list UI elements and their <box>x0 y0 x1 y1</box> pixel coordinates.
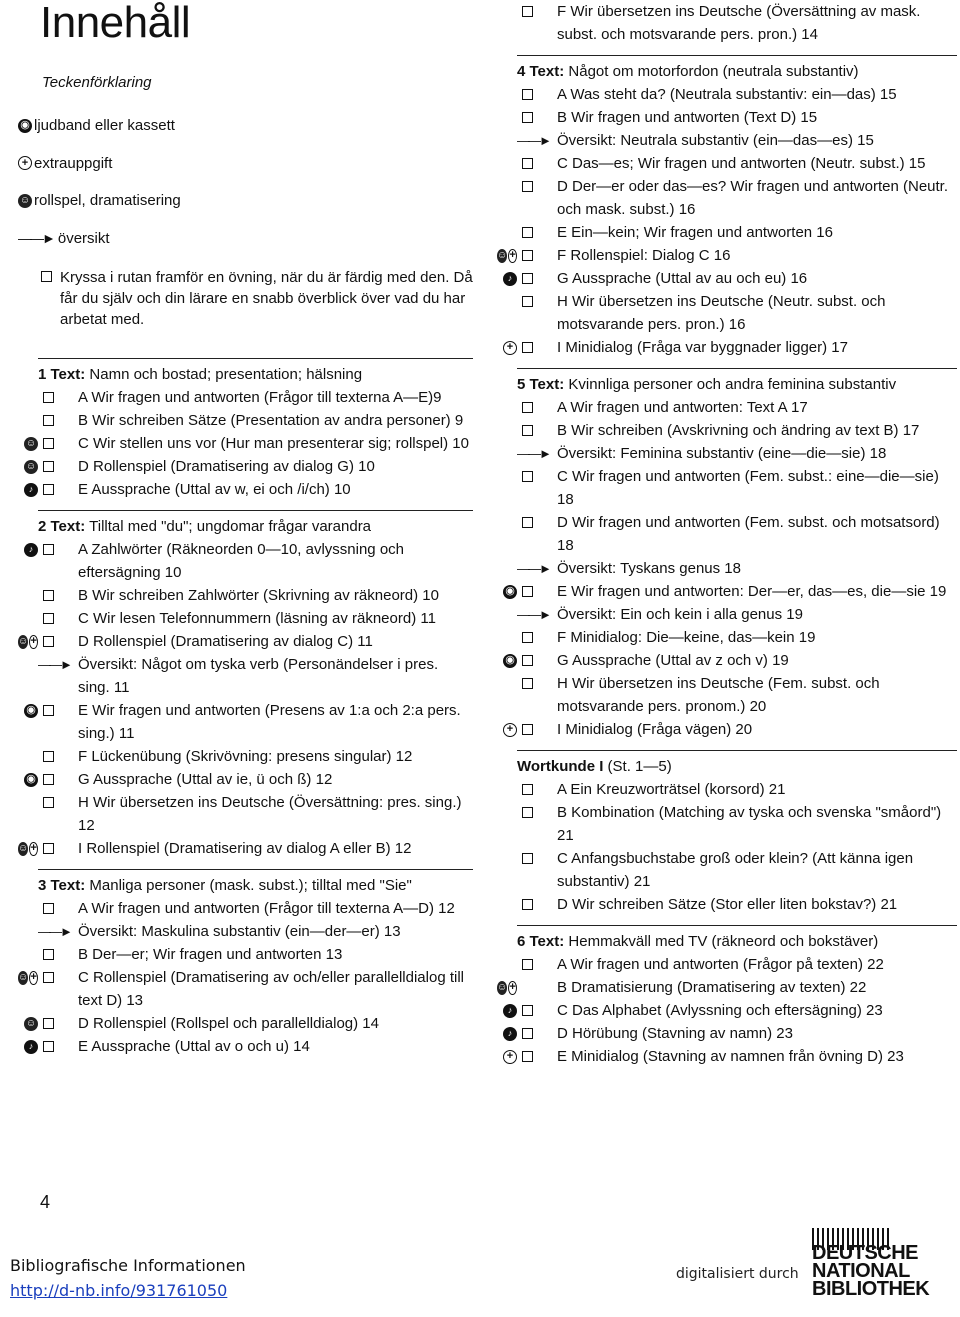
section-heading <box>497 756 957 778</box>
exercise-text: G Aussprache (Uttal av z och v) 19 <box>557 652 789 669</box>
section-title: Manliga personer (mask. subst.); tilltal med "Sie" <box>85 877 412 894</box>
exercise-item <box>497 465 957 511</box>
section-number: 5 Text: <box>517 376 565 393</box>
exercise-marks <box>497 672 517 695</box>
checkbox[interactable] <box>43 949 54 960</box>
checkbox[interactable] <box>43 1041 54 1052</box>
plus-icon: + <box>503 341 517 355</box>
exercise-item <box>18 791 473 837</box>
section-title: Kvinnliga personer och andra feminina substantiv <box>564 376 897 393</box>
exercise-marks <box>18 943 38 966</box>
exercise-text: C Wir fragen und antworten (Fem. subst.: eine—die—sie) 18 <box>557 468 939 508</box>
plus-icon: + <box>30 971 37 983</box>
exercise-marks <box>18 1035 38 1058</box>
exercise-marks <box>18 837 38 860</box>
exercise-marks <box>18 584 38 607</box>
cassette-icon: ◉ <box>24 704 38 718</box>
checkbox[interactable] <box>43 705 54 716</box>
dnb-logo <box>812 1228 952 1304</box>
exercise-item <box>18 478 473 501</box>
checkbox[interactable] <box>522 181 533 192</box>
checkbox[interactable] <box>522 959 533 970</box>
exercise-item <box>497 847 957 893</box>
exercise-item <box>18 584 473 607</box>
exercise-marks <box>497 580 517 603</box>
audio-icon: ♪ <box>24 483 38 497</box>
exercise-item <box>497 1045 957 1068</box>
role-icon: ☺ <box>18 971 29 983</box>
arrow-icon: ——► <box>517 446 550 461</box>
checkbox[interactable] <box>43 613 54 624</box>
audio-icon: ♪ <box>503 272 517 286</box>
exercise-item <box>497 267 957 290</box>
exercise-item <box>18 1035 473 1058</box>
exercise-text: C Das—es; Wir fragen und antworten (Neutr. subst.) 15 <box>557 155 926 172</box>
exercise-item <box>18 966 473 1012</box>
exercise-text: A Ein Kreuzworträtsel (korsord) 21 <box>557 781 786 798</box>
exercise-marks <box>18 409 38 432</box>
exercise-text: E Aussprache (Uttal av w, ei och /i/ch) 10 <box>78 481 351 498</box>
audio-icon: ♪ <box>24 543 38 557</box>
exercise-text: E Wir fragen und antworten: Der—er, das—es, die—sie 19 <box>557 583 947 600</box>
right-column <box>497 0 957 1068</box>
exercise-text: Översikt: Ein och kein i alla genus 19 <box>557 606 803 623</box>
exercise-marks <box>497 718 517 741</box>
exercise-item <box>497 778 957 801</box>
exercise-marks <box>497 290 517 313</box>
exercise-marks <box>18 1012 38 1035</box>
arrow-icon: ——► <box>517 561 550 576</box>
exercise-item <box>18 1012 473 1035</box>
exercise-text: C Wir lesen Telefonnummern (läsning av räkneord) 11 <box>78 610 436 627</box>
section-number: Wortkunde I <box>517 758 604 775</box>
checkbox[interactable] <box>43 415 54 426</box>
exercise-item <box>497 580 957 603</box>
role-icon: ☺ <box>25 437 37 449</box>
section-divider <box>517 55 957 56</box>
exercise-text: I Minidialog (Fråga var byggnader ligger) 17 <box>557 339 848 356</box>
exercise-item <box>18 837 473 860</box>
exercise-item <box>18 455 473 478</box>
exercise-text: F Minidialog: Die—keine, das—kein 19 <box>557 629 816 646</box>
section-number: 3 Text: <box>38 877 86 894</box>
checkbox[interactable] <box>522 471 533 482</box>
checkbox[interactable] <box>43 774 54 785</box>
exercise-text: Översikt: Maskulina substantiv (ein—der—er) 13 <box>78 923 401 940</box>
exercise-item <box>18 630 473 653</box>
exercise-text: I Rollenspiel (Dramatisering av dialog A eller B) 12 <box>78 840 412 857</box>
exercise-text: E Aussprache (Uttal av o och u) 14 <box>78 1038 310 1055</box>
exercise-marks <box>18 607 38 630</box>
legend-label: översikt <box>57 229 110 247</box>
section-divider <box>38 510 473 511</box>
checkbox[interactable] <box>43 1018 54 1029</box>
section-divider <box>38 358 473 359</box>
checkbox[interactable] <box>43 438 54 449</box>
section-number: 1 Text: <box>38 366 86 383</box>
legend-heading: Teckenförklaring <box>42 74 152 91</box>
overview-item <box>497 557 957 580</box>
exercise-item <box>497 419 957 442</box>
exercise-text: A Wir fragen und antworten (Frågor på texten) 22 <box>557 956 884 973</box>
checkbox[interactable] <box>43 903 54 914</box>
checkbox[interactable] <box>522 586 533 597</box>
exercise-marks <box>497 893 517 916</box>
exercise-text: B Kombination (Matching av tyska och svenska "småord") 21 <box>557 804 942 844</box>
checkbox[interactable] <box>522 425 533 436</box>
role-icon: ☺ <box>25 1017 37 1029</box>
checkbox[interactable] <box>43 636 54 647</box>
checkbox[interactable] <box>522 724 533 735</box>
legend-label: extrauppgift <box>34 154 113 172</box>
cassette-icon: ◉ <box>18 119 32 133</box>
legend-note <box>18 267 480 330</box>
exercise-text: A Wir fragen und antworten (Frågor till texterna A—E)9 <box>78 389 442 406</box>
legend-item-role <box>18 182 478 220</box>
exercise-text: A Was steht da? (Neutrala substantiv: ein—das) 15 <box>557 86 897 103</box>
checkbox[interactable] <box>43 797 54 808</box>
checkbox[interactable] <box>43 392 54 403</box>
exercise-item <box>497 672 957 718</box>
section-title: Något om motorfordon (neutrala substantiv) <box>564 63 859 80</box>
footer-title: Bibliografische Informationen <box>10 1256 246 1275</box>
checkbox[interactable] <box>522 807 533 818</box>
exercise-text: B Wir fragen und antworten (Text D) 15 <box>557 109 818 126</box>
exercise-marks <box>18 791 38 814</box>
checkbox[interactable] <box>522 227 533 238</box>
exercise-text: D Rollenspiel (Dramatisering av dialog C) 11 <box>78 633 373 650</box>
section-title: Hemmakväll med TV (räkneord och bokstäver) <box>564 933 879 950</box>
exercise-text: E Wir fragen und antworten (Presens av 1:a och 2:a pers. sing.) 11 <box>78 702 461 742</box>
arrow-icon: ——► <box>517 133 550 148</box>
audio-icon: ♪ <box>503 1027 517 1041</box>
exercise-text: B Wir schreiben Sätze (Presentation av andra personer) 9 <box>78 412 464 429</box>
exercise-marks <box>18 386 38 409</box>
exercise-marks <box>18 966 38 989</box>
exercise-item <box>497 152 957 175</box>
exercise-marks <box>18 699 38 722</box>
exercise-item <box>497 290 957 336</box>
exercise-text: B Dramatisierung (Dramatisering av texten) 22 <box>557 979 867 996</box>
exercise-text: D Wir fragen und antworten (Fem. subst. och motsatsord) 18 <box>557 514 940 554</box>
exercise-text: H Wir übersetzen ins Deutsche (Översättning: pres. sing.) 12 <box>78 794 462 834</box>
exercise-item <box>497 175 957 221</box>
checkbox[interactable] <box>522 6 533 17</box>
exercise-item <box>497 718 957 741</box>
plus-icon: + <box>18 156 32 170</box>
arrow-icon: ——► <box>38 657 71 672</box>
role-icon: ☺ <box>497 249 508 261</box>
section-number: 2 Text: <box>38 518 86 535</box>
arrow-icon: ——► <box>38 924 71 939</box>
exercise-marks <box>497 221 517 244</box>
exercise-text: Översikt: Neutrala substantiv (ein—das—es) 15 <box>557 132 874 149</box>
exercise-item <box>497 893 957 916</box>
overview-item <box>497 603 957 626</box>
checkbox[interactable] <box>522 678 533 689</box>
plus-icon: + <box>509 981 516 993</box>
checkbox[interactable] <box>43 751 54 762</box>
checkbox[interactable] <box>43 590 54 601</box>
exercise-text: B Wir schreiben Zahlwörter (Skrivning av räkneord) 10 <box>78 587 439 604</box>
plus-icon: + <box>30 842 37 854</box>
section-heading <box>18 875 473 897</box>
exercise-item <box>497 336 957 359</box>
exercise-text: F Rollenspiel: Dialog C 16 <box>557 247 731 264</box>
exercise-item <box>497 801 957 847</box>
section-number: 4 Text: <box>517 63 565 80</box>
exercise-item <box>497 1022 957 1045</box>
exercise-marks <box>497 152 517 175</box>
exercise-item <box>497 976 957 999</box>
exercise-text: D Rollenspiel (Rollspel och parallelldialog) 14 <box>78 1015 379 1032</box>
exercise-text: Översikt: Feminina substantiv (eine—die—sie) 18 <box>557 445 887 462</box>
exercise-text: A Wir fragen und antworten (Frågor till texterna A—D) 12 <box>78 900 455 917</box>
exercise-marks <box>497 244 517 267</box>
section-title: (St. 1—5) <box>603 758 672 775</box>
cassette-icon: ◉ <box>503 654 517 668</box>
exercise-text: B Der—er; Wir fragen und antworten 13 <box>78 946 343 963</box>
exercise-marks <box>497 649 517 672</box>
arrow-icon: ——► <box>517 607 550 622</box>
section-divider <box>517 750 957 751</box>
exercise-marks <box>18 538 38 561</box>
checkbox[interactable] <box>522 112 533 123</box>
exercise-item <box>18 538 473 584</box>
overview-item <box>18 653 473 699</box>
page-number: 4 <box>40 1192 51 1212</box>
exercise-item <box>497 649 957 672</box>
exercise-marks <box>18 455 38 478</box>
section-heading <box>18 364 473 386</box>
section-title: Tilltal med "du"; ungdomar frågar varandra <box>85 518 372 535</box>
exercise-marks <box>497 953 517 976</box>
exercise-marks <box>497 175 517 198</box>
exercise-marks <box>497 267 517 290</box>
checkbox[interactable] <box>522 273 533 284</box>
exercise-item <box>18 768 473 791</box>
exercise-marks <box>497 1045 517 1068</box>
exercise-marks <box>18 745 38 768</box>
legend-label: ljudband eller kassett <box>34 117 175 135</box>
checkbox[interactable] <box>41 271 52 282</box>
exercise-marks <box>497 999 517 1022</box>
legend-item-cassette <box>18 107 478 145</box>
checkbox[interactable] <box>522 1051 533 1062</box>
exercise-marks <box>18 432 38 455</box>
overview-item <box>497 129 957 152</box>
checkbox[interactable] <box>522 250 533 261</box>
plus-icon: + <box>503 723 517 737</box>
exercise-marks <box>497 336 517 359</box>
exercise-item <box>18 699 473 745</box>
exercise-text: Översikt: Tyskans genus 18 <box>557 560 741 577</box>
checkbox[interactable] <box>43 972 54 983</box>
exercise-marks <box>497 1022 517 1045</box>
section-divider <box>38 869 473 870</box>
exercise-marks <box>497 626 517 649</box>
plus-icon: + <box>509 249 516 261</box>
checkbox[interactable] <box>522 402 533 413</box>
checkbox[interactable] <box>522 342 533 353</box>
legend-note-text: Kryssa i rutan framför en övning, när du är färdig med den. Då får du själv och din lärare en snabb överblick över vad du har arbetat med. <box>60 269 473 328</box>
role-icon: ☺ <box>18 842 29 854</box>
plus-icon: + <box>30 635 37 647</box>
exercise-text: E Ein—kein; Wir fragen und antworten 16 <box>557 224 833 241</box>
section-heading <box>497 931 957 953</box>
exercise-item <box>18 897 473 920</box>
exercise-text: H Wir übersetzen ins Deutsche (Neutr. subst. och motsvarande pers. pron.) 16 <box>557 293 886 333</box>
exercise-item <box>497 244 957 267</box>
exercise-text: D Hörübung (Stavning av namn) 23 <box>557 1025 793 1042</box>
section-number: 6 Text: <box>517 933 565 950</box>
exercise-item <box>497 83 957 106</box>
plus-icon: + <box>503 1050 517 1064</box>
exercise-text: I Minidialog (Fråga vägen) 20 <box>557 721 753 738</box>
exercise-item <box>497 106 957 129</box>
exercise-text: B Wir schreiben (Avskrivning och ändring av text B) 17 <box>557 422 920 439</box>
arrow-icon: ——► <box>18 230 54 247</box>
exercise-item <box>497 0 957 46</box>
exercise-marks <box>497 465 517 488</box>
checkbox[interactable] <box>522 517 533 528</box>
page-title: Innehåll <box>40 0 191 47</box>
exercise-marks <box>18 897 38 920</box>
checkbox[interactable] <box>43 843 54 854</box>
checkbox[interactable] <box>522 1005 533 1016</box>
audio-icon: ♪ <box>24 1040 38 1054</box>
section-heading <box>497 61 957 83</box>
exercise-item <box>497 999 957 1022</box>
cassette-icon: ◉ <box>503 585 517 599</box>
exercise-item <box>18 745 473 768</box>
exercise-marks <box>497 847 517 870</box>
exercise-marks <box>497 778 517 801</box>
exercise-item <box>497 953 957 976</box>
exercise-marks <box>497 976 517 999</box>
legend-item-plus <box>18 145 478 183</box>
exercise-marks <box>497 511 517 534</box>
logo-text <box>812 1244 929 1298</box>
exercise-text: G Aussprache (Uttal av au och eu) 16 <box>557 270 808 287</box>
checkbox[interactable] <box>43 461 54 472</box>
logo-line: BIBLIOTHEK <box>812 1278 930 1300</box>
checkbox[interactable] <box>522 89 533 100</box>
exercise-text: D Der—er oder das—es? Wir fragen und antworten (Neutr. och mask. subst.) 16 <box>557 178 949 218</box>
exercise-marks <box>497 396 517 419</box>
role-icon: ☺ <box>497 981 508 993</box>
exercise-text: C Anfangsbuchstabe groß oder klein? (Att känna igen substantiv) 21 <box>557 850 914 890</box>
checkbox[interactable] <box>522 853 533 864</box>
checkbox[interactable] <box>522 1028 533 1039</box>
checkbox[interactable] <box>522 784 533 795</box>
exercise-text: A Zahlwörter (Räkneorden 0—10, avlyssning och eftersägning 10 <box>78 541 405 581</box>
legend-item-arrow <box>18 220 478 258</box>
footer <box>10 1253 246 1303</box>
exercise-item <box>497 626 957 649</box>
exercise-item <box>18 432 473 455</box>
checkbox[interactable] <box>43 484 54 495</box>
exercise-item <box>497 396 957 419</box>
exercise-text: F Wir übersetzen ins Deutsche (Översättning av mask. subst. och motsvarande pers. pron.) 14 <box>557 3 921 43</box>
legend-label: rollspel, dramatisering <box>34 192 181 210</box>
section-title: Namn och bostad; presentation; hälsning <box>85 366 363 383</box>
exercise-text: C Wir stellen uns vor (Hur man presenterar sig; rollspel) 10 <box>78 435 469 452</box>
exercise-text: C Das Alphabet (Avlyssning och eftersägning) 23 <box>557 1002 883 1019</box>
footer-link[interactable]: http://d-nb.info/931761050 <box>10 1281 228 1300</box>
exercise-marks <box>497 0 517 23</box>
exercise-text: G Aussprache (Uttal av ie, ü och ß) 12 <box>78 771 333 788</box>
exercise-text: D Rollenspiel (Dramatisering av dialog G) 10 <box>78 458 375 475</box>
exercise-text: E Minidialog (Stavning av namnen från övning D) 23 <box>557 1048 904 1065</box>
cassette-icon: ◉ <box>24 773 38 787</box>
exercise-text: F Lückenübung (Skrivövning: presens singular) 12 <box>78 748 413 765</box>
legend <box>18 70 478 330</box>
digitalized-label: digitalisiert durch <box>676 1266 799 1282</box>
exercise-text: A Wir fragen und antworten: Text A 17 <box>557 399 808 416</box>
exercise-marks <box>497 801 517 824</box>
overview-item <box>497 442 957 465</box>
checkbox[interactable] <box>522 632 533 643</box>
exercise-marks <box>497 419 517 442</box>
exercise-text: H Wir übersetzen ins Deutsche (Fem. subst. och motsvarande pers. pronom.) 20 <box>557 675 880 715</box>
exercise-text: C Rollenspiel (Dramatisering av och/eller parallelldialog till text D) 13 <box>78 969 465 1009</box>
exercise-item <box>18 607 473 630</box>
exercise-item <box>18 386 473 409</box>
logo-line: NATIONAL <box>812 1260 910 1282</box>
exercise-marks <box>497 83 517 106</box>
checkbox[interactable] <box>522 158 533 169</box>
logo-line: DEUTSCHE <box>812 1242 919 1264</box>
left-column <box>18 368 473 1058</box>
exercise-item <box>497 221 957 244</box>
role-icon: ☺ <box>19 194 31 206</box>
section-heading <box>497 374 957 396</box>
section-divider <box>517 925 957 926</box>
checkbox[interactable] <box>522 899 533 910</box>
exercise-marks <box>497 106 517 129</box>
exercise-item <box>497 511 957 557</box>
checkbox[interactable] <box>522 655 533 666</box>
exercise-marks <box>18 630 38 653</box>
exercise-item <box>18 943 473 966</box>
exercise-item <box>18 409 473 432</box>
exercise-marks <box>18 768 38 791</box>
role-icon: ☺ <box>25 460 37 472</box>
exercise-text: D Wir schreiben Sätze (Stor eller liten bokstav?) 21 <box>557 896 898 913</box>
audio-icon: ♪ <box>503 1004 517 1018</box>
exercise-text: Översikt: Något om tyska verb (Personändelser i pres. sing. 11 <box>78 656 439 696</box>
overview-item <box>18 920 473 943</box>
section-divider <box>517 368 957 369</box>
role-icon: ☺ <box>18 635 29 647</box>
checkbox[interactable] <box>522 296 533 307</box>
checkbox[interactable] <box>43 544 54 555</box>
section-heading <box>18 516 473 538</box>
exercise-marks <box>18 478 38 501</box>
